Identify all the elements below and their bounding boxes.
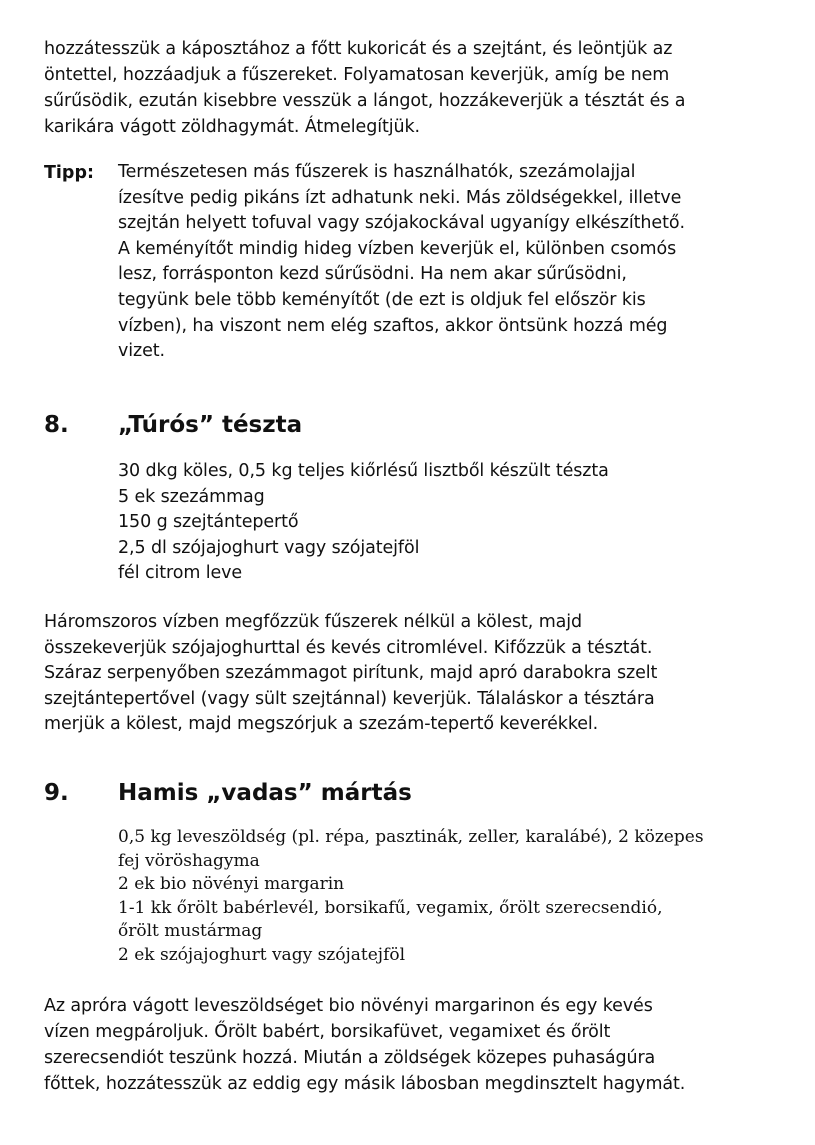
text-line: A keményítőt mindig hideg vízben keverjük el, különben csomós bbox=[118, 238, 677, 259]
text-line: Háromszoros vízben megfőzzük fűszerek nélkül a kölest, majd bbox=[44, 612, 583, 632]
method-paragraph bbox=[44, 993, 685, 1097]
ingredient-list bbox=[118, 459, 609, 587]
ingredient-item: 1-1 kk őrölt babérlevél, borsikafű, vegamix, őrölt szerecsendió, bbox=[118, 897, 663, 918]
recipe-number: 9. bbox=[44, 780, 69, 806]
ingredient-item: fej vöröshagyma bbox=[118, 850, 260, 871]
recipe-title: Hamis „vadas” mártás bbox=[118, 780, 412, 806]
text-line: Száraz serpenyőben szezámmagot pirítunk, majd apró darabokra szelt bbox=[44, 663, 658, 684]
ingredient-item: 5 ek szezámmag bbox=[118, 486, 265, 507]
text-line: vízben), ha viszont nem elég szaftos, akkor öntsünk hozzá még bbox=[118, 315, 668, 336]
recipe-number: 8. bbox=[44, 412, 69, 438]
ingredient-item: fél citrom leve bbox=[118, 563, 243, 584]
ingredient-item: 2 ek bio növényi margarin bbox=[118, 874, 345, 894]
text-line: karikára vágott zöldhagymát. Átmelegítjük. bbox=[44, 117, 420, 137]
text-line: vizet. bbox=[118, 341, 165, 362]
text-line: vízen megpároljuk. Őrölt babért, borsikafüvet, vegamixet és őrölt bbox=[44, 1022, 611, 1042]
ingredient-item: 30 dkg köles, 0,5 kg teljes kiőrlésű lisztből készült tészta bbox=[118, 461, 609, 481]
text-line: szejtán helyett tofuval vagy szójakockával ugyanígy elkészíthető. bbox=[118, 213, 685, 234]
text-line: lesz, forrásponton kezd sűrűsödni. Ha nem akar sűrűsödni, bbox=[118, 264, 627, 285]
ingredient-item: őrölt mustármag bbox=[118, 921, 263, 941]
intro-paragraph bbox=[44, 36, 685, 140]
tip-label: Tipp: bbox=[44, 163, 94, 183]
text-line: ízesítve pedig pikáns ízt adhatunk neki. Más zöldségekkel, illetve bbox=[118, 187, 682, 208]
ingredient-list bbox=[118, 826, 704, 967]
ingredient-item: 150 g szejtántepertő bbox=[118, 512, 299, 533]
text-line: tegyünk bele több keményítőt (de ezt is oldjuk fel először kis bbox=[118, 289, 646, 310]
ingredient-item: 0,5 kg leveszöldség (pl. répa, pasztinák, zeller, karalábé), 2 közepes bbox=[118, 827, 704, 847]
text-line: szerecsendiót teszünk hozzá. Miután a zöldségek közepes puhaságúra bbox=[44, 1048, 656, 1068]
method-paragraph bbox=[44, 610, 657, 738]
recipe-title: „Túrós” tészta bbox=[118, 412, 303, 438]
text-line: összekeverjük szójajoghurttal és kevés citromlével. Kifőzzük a tésztát. bbox=[44, 637, 653, 658]
text-line: Természetesen más fűszerek is használhatók, szezámolajjal bbox=[118, 162, 636, 182]
text-line: sűrűsödik, ezután kisebbre vesszük a lángot, hozzákeverjük a tésztát és a bbox=[44, 91, 686, 111]
text-line: szejtántepertővel (vagy sült szejtánnal) keverjük. Tálaláskor a tésztára bbox=[44, 688, 655, 709]
text-line: Az apróra vágott leveszöldséget bio növényi margarinon és egy kevés bbox=[44, 996, 653, 1016]
text-line: főttek, hozzátesszük az eddig egy másik lábosban megdinsztelt hagymát. bbox=[44, 1074, 686, 1094]
text-line: hozzátesszük a káposztához a főtt kukoricát és a szejtánt, és leöntjük az bbox=[44, 39, 673, 59]
ingredient-item: 2,5 dl szójajoghurt vagy szójatejföl bbox=[118, 537, 420, 558]
text-line: öntettel, hozzáadjuk a fűszereket. Folyamatosan keverjük, amíg be nem bbox=[44, 65, 670, 85]
ingredient-item: 2 ek szójajoghurt vagy szójatejföl bbox=[118, 944, 406, 965]
text-line: merjük a kölest, majd megszórjuk a szezám-tepertő keverékkel. bbox=[44, 714, 599, 735]
tip-paragraph bbox=[118, 160, 685, 365]
